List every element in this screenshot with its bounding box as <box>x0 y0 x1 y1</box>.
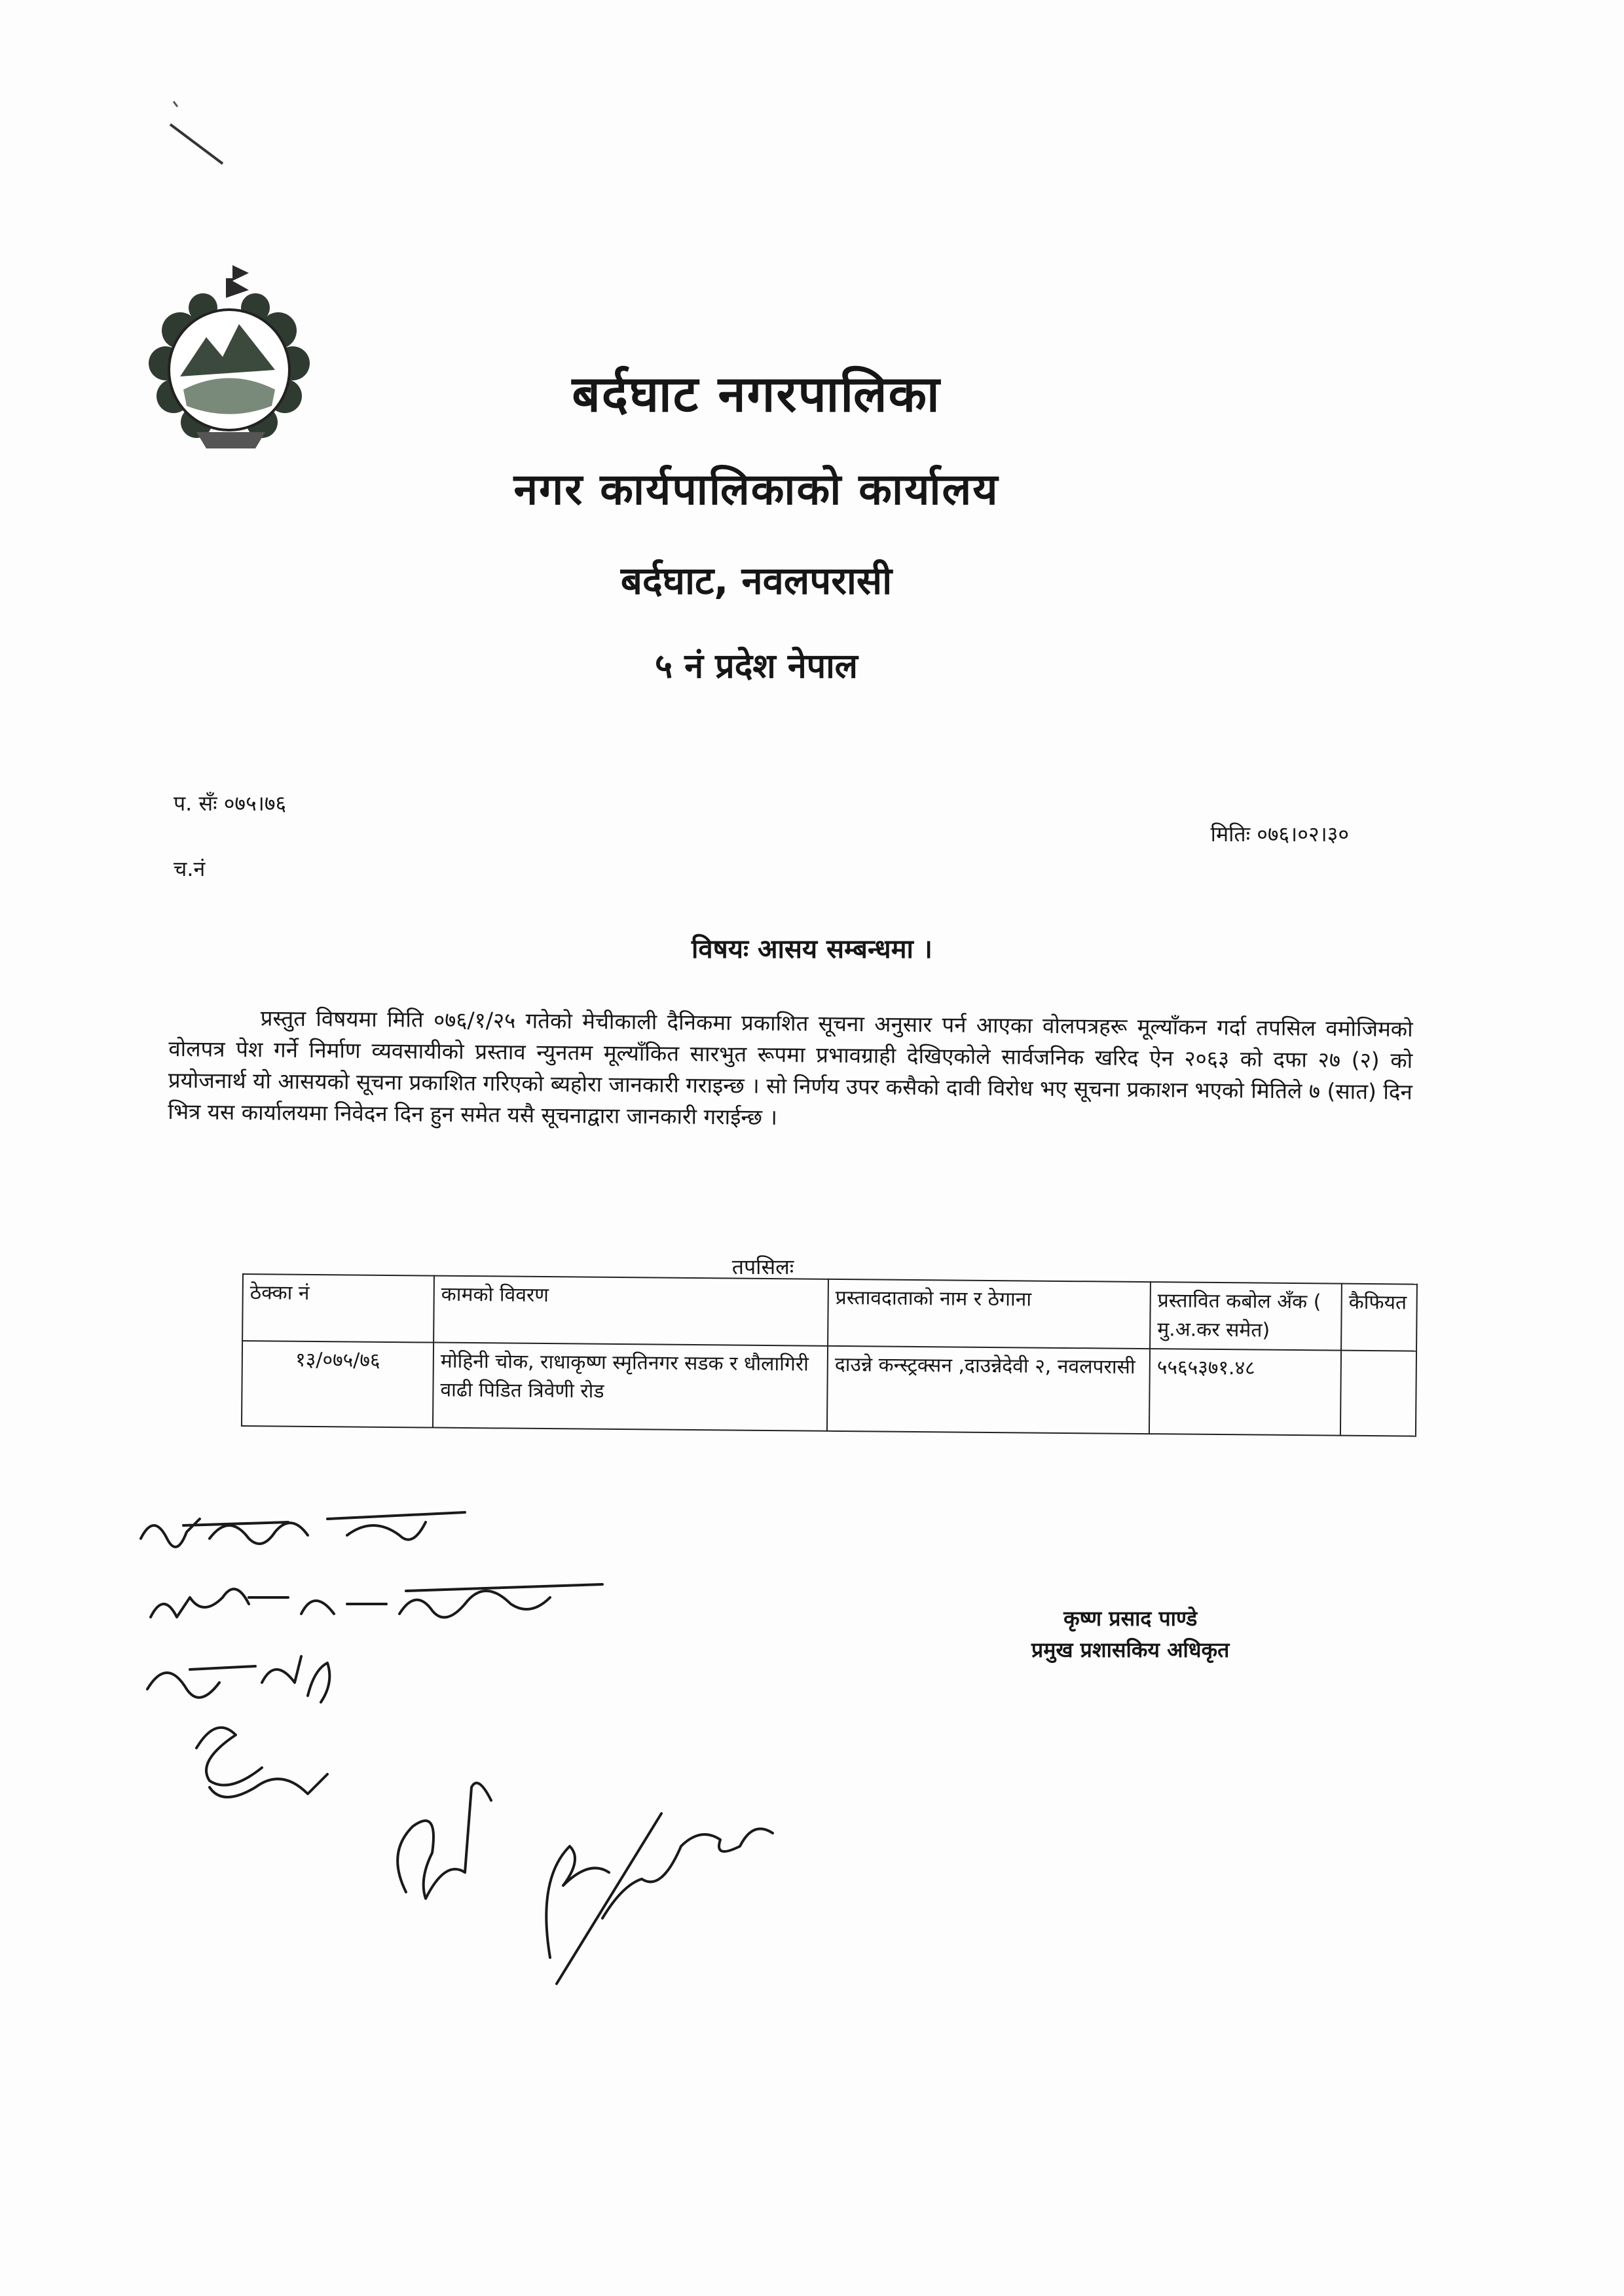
handwritten-note-signatures <box>131 1499 819 1997</box>
municipality-name: बर्दघाट नगरपालिका <box>572 365 941 423</box>
office-name: नगर कार्यपालिकाको कार्यालय <box>513 464 999 515</box>
notice-body-text: प्रस्तुत विषयमा मिति ०७६/१/२५ गतेको मेचीकाली दैनिकमा प्रकाशित सूचना अनुसार पर्न आएका वोलपत्रहरू मूल्याँकन गर्दा तपसिल वमोजिमको वोलपत्र पेश गर्ने निर्माण व्यवसायीको प्रस्ताव न्युनतम मूल्याँकित सारभुत रूपमा प्रभावग्राही देखिएकोले सार्वजनिक खरिद ऐन २०६३ को दफा २७ (२) को प्रयोजनार्थ यो आसयको सूचना प्रकाशित गरिएको ब्यहोरा जानकारी गराइन्छ । सो निर्णय उपर कसैको दावी विरोध भए सूचना प्रकाशन भएको मितिले ७ (सात) दिन भित्र यस कार्यालयमा निवेदन दिन हुन समेत यसै सूचनाद्वारा जानकारी गराईन्छ । <box>168 1005 1413 1130</box>
cell-bid-amount: ५५६५३७१.४८ <box>1149 1349 1341 1436</box>
signatory-block <box>1031 1603 1229 1666</box>
cell-bidder: दाउन्ने कन्स्ट्रक्सन ,दाउन्नेदेवी २, नवलपरासी <box>827 1346 1150 1434</box>
cell-work-description: मोहिनी चोक, राधाकृष्ण स्मृतिनगर सडक र धौलागिरी वाढी पिडित त्रिवेणी रोड <box>433 1343 828 1431</box>
pen-mark-icon <box>167 98 232 170</box>
reference-number: प. सँः ०७५।७६ <box>174 791 287 816</box>
contract-details-table <box>241 1273 1418 1437</box>
subject-line: विषयः आसय सम्बन्धमा । <box>692 934 932 964</box>
header-bid-amount: प्रस्तावित कबोल अँक ( मु.अ.कर समेत) <box>1150 1282 1342 1351</box>
table-row <box>242 1341 1416 1436</box>
table-header-row <box>242 1274 1417 1351</box>
signatory-name: कृष्ण प्रसाद पाण्डे <box>1063 1606 1198 1631</box>
notice-body <box>168 1002 1413 1139</box>
letter-date: मितिः ०७६।०२।३० <box>1210 822 1349 847</box>
cell-contract-no: १३/०७५/७६ <box>242 1341 434 1428</box>
dispatch-number: च.नं <box>174 856 206 881</box>
office-address: बर्दघाट, नवलपरासी <box>620 558 893 603</box>
header-work-description: कामको विवरण <box>434 1276 828 1346</box>
header-bidder-name-address: प्रस्तावदाताको नाम र ठेगाना <box>828 1279 1151 1349</box>
cell-remarks <box>1340 1351 1416 1436</box>
signatory-title: प्रमुख प्रशासकिय अधिकृत <box>1031 1637 1230 1662</box>
header-remarks: कैफियत <box>1341 1284 1417 1351</box>
table-caption: तपसिलः <box>731 1254 794 1279</box>
header-contract-no: ठेक्का नं <box>242 1274 434 1343</box>
province-country: ५ नं प्रदेश नेपाल <box>655 647 858 686</box>
